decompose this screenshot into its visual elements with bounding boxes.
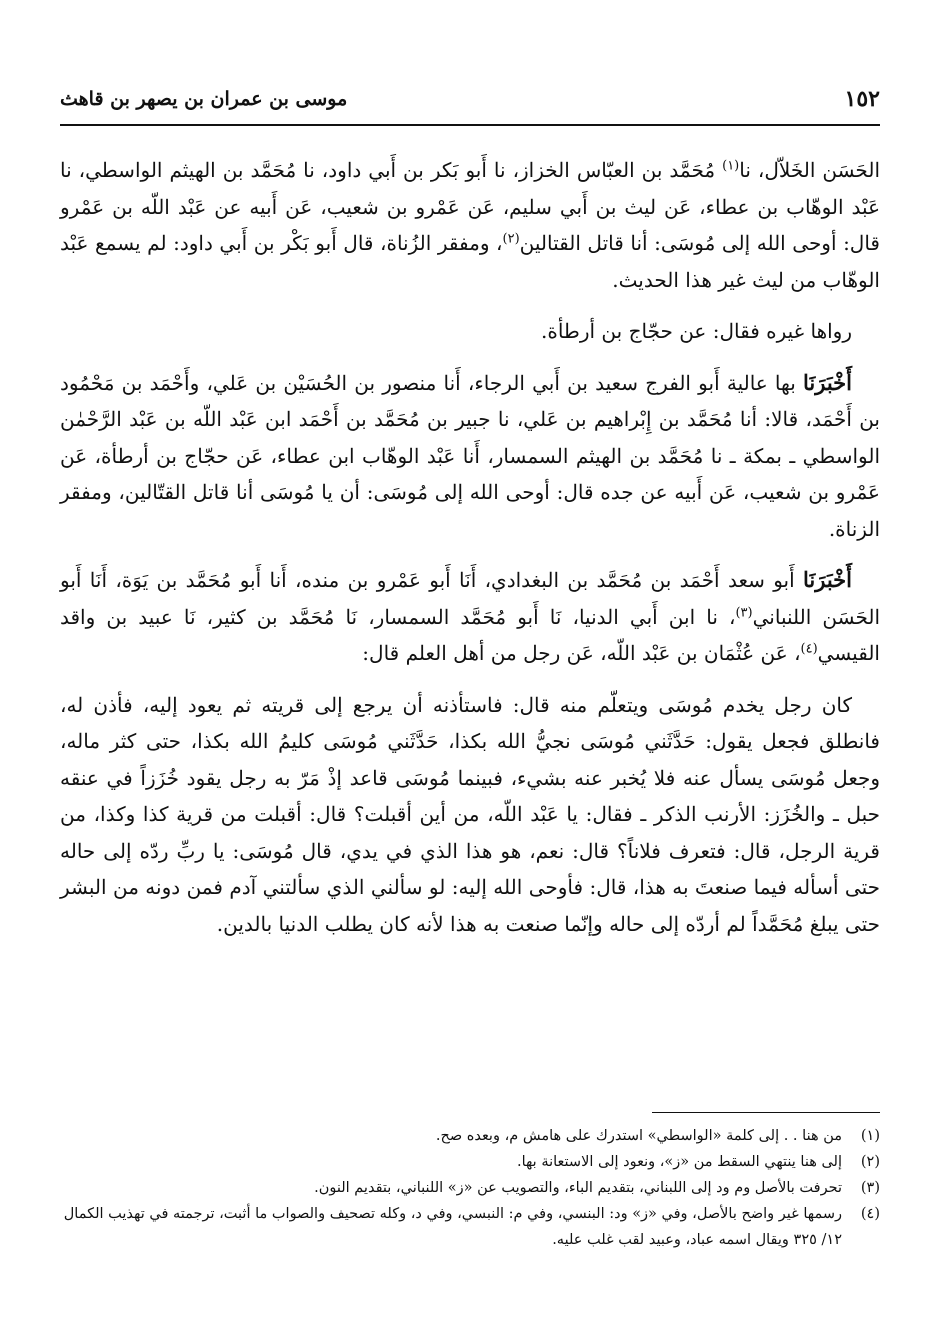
footnote-number: (٤) xyxy=(860,1206,880,1222)
paragraph: رواها غيره فقال: عن حجّاج بن أرطأة. xyxy=(541,319,852,343)
footnote-number: (١) xyxy=(860,1128,880,1144)
footnotes xyxy=(60,1123,880,1253)
lead-word: أَخْبَرَنَا xyxy=(803,567,852,592)
footnote-text: إلى هنا ينتهي السقط من «ز»، ونعود إلى الاستعانة بها. xyxy=(516,1154,842,1170)
footnote xyxy=(60,1201,880,1253)
main-text xyxy=(60,152,880,957)
footnote xyxy=(60,1123,880,1149)
footnote-text: رسمها غير واضح بالأصل، وفي «ز» ود: البنسي، وفي م: النبسي، وفي د، وكله تصحيف والصواب ما أثبت، ترجمته في تهذيب الكمال ١٢/ ٣٢٥ ويقال اسمه عباد، وعبيد لقب غلب عليه. xyxy=(63,1206,842,1248)
lead-word: أَخْبَرَنَا xyxy=(803,369,852,395)
footnote-ref: (٣) xyxy=(735,604,753,620)
footnote xyxy=(60,1175,880,1201)
paragraph: أَخْبَرَنَا أَبو سعد أَحْمَد بن مُحَمَّد بن البغدادي، أَنَا أَبو عَمْرو بن منده، أَنا أَبو مُحَمَّد بن يَوَة، أَنَا أَبو الحَسَن اللنباني$^{(٣)}$، نا ابن أَبي الدنيا، نَا أَبو مُحَمَّد السمسار، نَا مُحَمَّد بن كثير، نَا عبيد بن واقد القيسي$^{(٤)}$، عَن عُثْمَان بن عَبْد اللّه، عَن رجل من أهل العلم قال: xyxy=(60,567,881,665)
footnote-ref: (٤) xyxy=(800,641,818,657)
footnote-number: (٢) xyxy=(860,1154,880,1170)
footnote xyxy=(60,1149,880,1175)
paragraph: كان رجل يخدم مُوسَى ويتعلّم منه قال: فاستأذنه أن يرجع إلى قريته ثم يعود إليه، فأذن له، فانطلق فجعل يقول: حَدَّثَني مُوسَى نجيُّ الله بكذا، حَدَّثَني مُوسَى كليمُ الله بكذا، حتى كثر ماله، وجعل مُوسَى يسأل عنه فلا يُخبر عنه بشيء، فبينما مُوسَى قاعد إذْ مَرّ به رجل يقود خُزَزاً في عنقه حبل ـ والخُزَز: الأرنب الذكر ـ فقال: يا عَبْد اللّه، من أين أقبلت؟ قال: أقبلت من قرية كذا وكذا، من قرية الرجل، قال: فتعرف فلاناً؟ قال: نعم، هو هذا الذي في يدي، قال مُوسَى: يا ربِّ ردّه إلى حاله حتى أسأله فيما صنعتَ به هذا، قال: فأوحى الله إليه: لو سألني الذي سألتني آدم فمن دونه من البشر حتى يبلغ مُحَمَّداً لم أردّه إلى حاله وإنّما صنعت به هذا لأنه كان يطلب الدنيا بالدين. xyxy=(60,692,880,936)
footnote-ref: (٢) xyxy=(502,231,520,247)
footnote-ref: (١) xyxy=(722,158,740,174)
running-title: موسى بن عمران بن يصهر بن قاهث xyxy=(60,88,348,110)
paragraph: أَخْبَرَنَا بها عالية أَبو الفرج سعيد بن أَبي الرجاء، أَنا منصور بن الحُسَيْن بن عَلي، وأَحْمَد بن مَحْمُود بن أَحْمَد، قالا: أنا مُحَمَّد بن إِبْراهيم بن عَلي، نا جبير بن مُحَمَّد بن أَحْمَد ابن عَبْد اللّه بن عَبْد الرَّحْمٰن الواسطي ـ بمكة ـ نا مُحَمَّد بن الهيثم السمسار، أَنا عَبْد الوهّاب ابن عطاء، عَن حجّاج بن أرطأة، عَن عَمْرو بن شعيب، عَن أَبيه عن جده قال: أوحى الله إلى مُوسَى: أن يا مُوسَى أنا قاتل القتّالين، ومفقر الزناة. xyxy=(60,369,880,541)
footnote-text: تحرفت بالأصل وم ود إلى اللبناني، بتقديم الباء، والتصويب عن «ز» اللنباني، بتقديم النون. xyxy=(314,1180,842,1196)
footnote-text: من هنا . . إلى كلمة «الواسطي» استدرك على هامش م، وبعده صح. xyxy=(435,1128,842,1144)
footnote-divider xyxy=(652,1112,880,1113)
footnote-number: (٣) xyxy=(860,1180,880,1196)
page-header xyxy=(60,78,880,122)
paragraph: الحَسَن الخَلاّل، نا$^{(١)}$ مُحَمَّد بن العبّاس الخزاز، نا أَبو بَكر بن أَبي داود، نا مُحَمَّد بن الهيثم الواسطي، نا عَبْد الوهّاب بن عطاء، عَن ليث بن أَبي سليم، عَن عَمْرو بن شعيب، عَن أَبيه عن عَبْد اللّه بن عَمْرو قال: أوحى الله إلى مُوسَى: أنا قاتل القتالين$^{(٢)}$، ومفقر الزُناة، قال أَبو بَكْر بن أَبي داود: لم يسمع عَبْد الوهّاب من ليث غير هذا الحديث. xyxy=(60,158,880,292)
page-number: ١٥٢ xyxy=(844,86,880,112)
header-divider xyxy=(60,124,880,126)
